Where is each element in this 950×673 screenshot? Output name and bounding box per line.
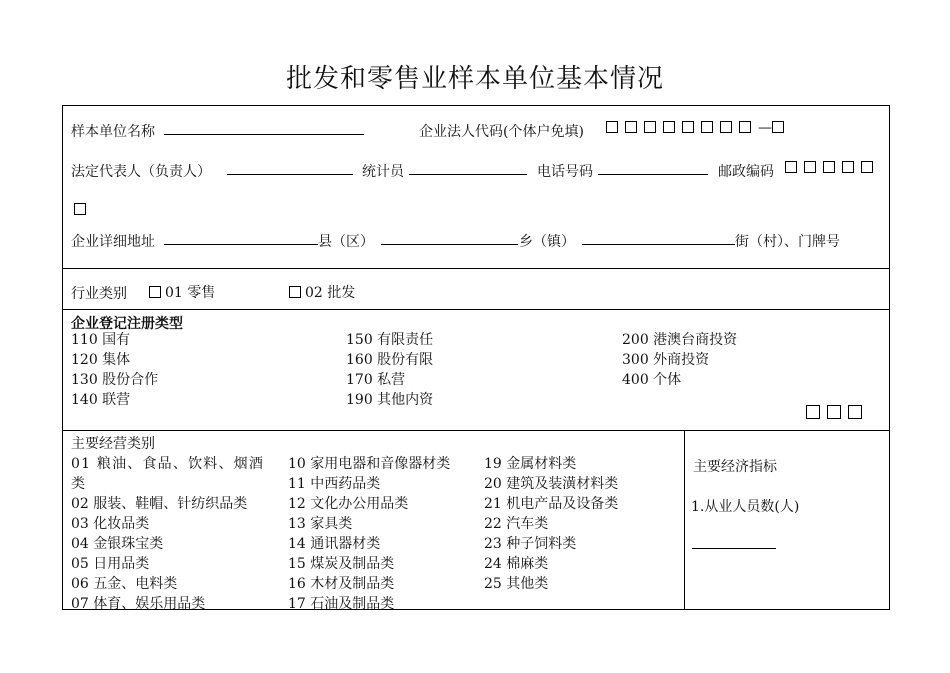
business-item: 25 其他类 [484,576,549,592]
statistician-field[interactable] [409,160,527,175]
legal-code-boxes[interactable] [606,120,791,136]
survey-form [62,105,890,610]
business-heading: 主要经营类别 [71,436,155,452]
business-item: 12 文化办公用品类 [288,496,409,512]
business-item: 05 日用品类 [71,556,150,572]
legal-code-label: 企业法人代码(个体户免填) [419,124,584,140]
business-item: 16 木材及制品类 [288,576,395,592]
code-box[interactable] [625,121,637,133]
indicators-heading: 主要经济指标 [693,459,777,475]
legal-rep-label: 法定代表人（负责人） [71,164,211,180]
business-col-2 [288,454,450,614]
registration-col-3 [622,330,737,390]
zip-box[interactable] [861,161,873,173]
legal-rep-field[interactable] [227,160,353,175]
code-box[interactable] [701,121,713,133]
reg-item: 170 私营 [346,372,406,388]
zip-box-overflow[interactable] [74,202,90,218]
business-item: 11 中西药品类 [288,476,381,492]
county-label: 县（区） [318,234,374,250]
reg-item: 140 联营 [71,392,131,408]
address-label: 企业详细地址 [71,234,155,250]
industry-section [63,268,889,310]
wholesale-checkbox[interactable] [289,286,301,298]
industry-retail-option[interactable] [149,282,215,302]
business-item: 14 通讯器材类 [288,536,381,552]
column-divider [684,430,685,610]
business-item: 06 五金、电料类 [71,576,178,592]
business-item: 07 体育、娱乐用品类 [71,596,206,612]
reg-item: 110 国有 [71,332,131,348]
page-title: 批发和零售业样本单位基本情况 [285,64,664,94]
employees-field[interactable] [692,534,776,549]
code-box[interactable] [682,121,694,133]
registration-col-1 [71,330,158,410]
retail-label: 01 零售 [165,285,216,301]
reg-code-box[interactable] [806,405,820,419]
phone-label: 电话号码 [537,164,593,180]
business-item: 22 汽车类 [484,516,549,532]
statistician-label: 统计员 [362,164,404,180]
zip-box[interactable] [823,161,835,173]
registration-code-boxes[interactable] [806,405,869,422]
address-field[interactable] [164,230,318,245]
zip-box[interactable] [804,161,816,173]
business-item: 02 服装、鞋帽、针纺织品类 [71,496,248,512]
zip-boxes[interactable] [785,160,880,176]
zip-box[interactable] [842,161,854,173]
zip-label: 邮政编码 [718,164,774,180]
reg-item: 300 外商投资 [622,352,710,368]
retail-checkbox[interactable] [149,286,161,298]
business-item: 24 棉麻类 [484,556,549,572]
business-item: 类 [71,476,85,492]
business-col-1 [71,434,264,614]
code-box[interactable] [739,121,751,133]
code-box[interactable] [663,121,675,133]
registration-section [63,309,889,431]
reg-item: 200 港澳台商投资 [622,332,738,348]
unit-name-label: 样本单位名称 [71,124,155,140]
reg-item: 190 其他内资 [346,392,434,408]
county-field[interactable] [381,230,518,245]
reg-item: 120 集体 [71,352,131,368]
industry-wholesale-option[interactable] [289,282,355,302]
code-check-box[interactable] [772,121,784,133]
code-box[interactable] [606,121,618,133]
unit-name-field[interactable] [164,120,364,135]
code-box[interactable] [644,121,656,133]
business-item: 17 石油及制品类 [288,596,395,612]
business-item: 04 金银珠宝类 [71,536,164,552]
code-dash: — [758,120,772,136]
basic-info-section [63,106,889,269]
street-label: 街（村）、门牌号 [735,234,840,250]
business-item: 13 家具类 [288,516,353,532]
business-item: 03 化妆品类 [71,516,150,532]
business-item: 10 家用电器和音像器材类 [288,456,451,472]
business-item: 15 煤炭及制品类 [288,556,395,572]
wholesale-label: 02 批发 [305,285,356,301]
registration-heading: 企业登记注册类型 [71,316,183,332]
code-box[interactable] [720,121,732,133]
business-item: 21 机电产品及设备类 [484,496,619,512]
reg-item: 160 股份有限 [346,352,434,368]
business-item: 20 建筑及装潢材料类 [484,476,619,492]
business-item: 01 粮油、食品、饮料、烟酒 [71,456,265,472]
reg-item: 150 有限责任 [346,332,434,348]
phone-field[interactable] [598,160,708,175]
industry-label: 行业类别 [71,286,127,302]
town-field[interactable] [582,230,735,245]
town-label: 乡（镇） [519,234,575,250]
reg-code-box[interactable] [827,405,841,419]
business-section [63,430,889,610]
business-col-3 [484,454,618,594]
business-item: 19 金属材料类 [484,456,577,472]
reg-code-box[interactable] [848,405,862,419]
reg-item: 130 股份合作 [71,372,159,388]
employees-label: 1.从业人员数(人) [691,499,800,515]
zip-box[interactable] [785,161,797,173]
reg-item: 400 个体 [622,372,682,388]
registration-col-2 [346,330,433,410]
business-item: 23 种子饲料类 [484,536,577,552]
